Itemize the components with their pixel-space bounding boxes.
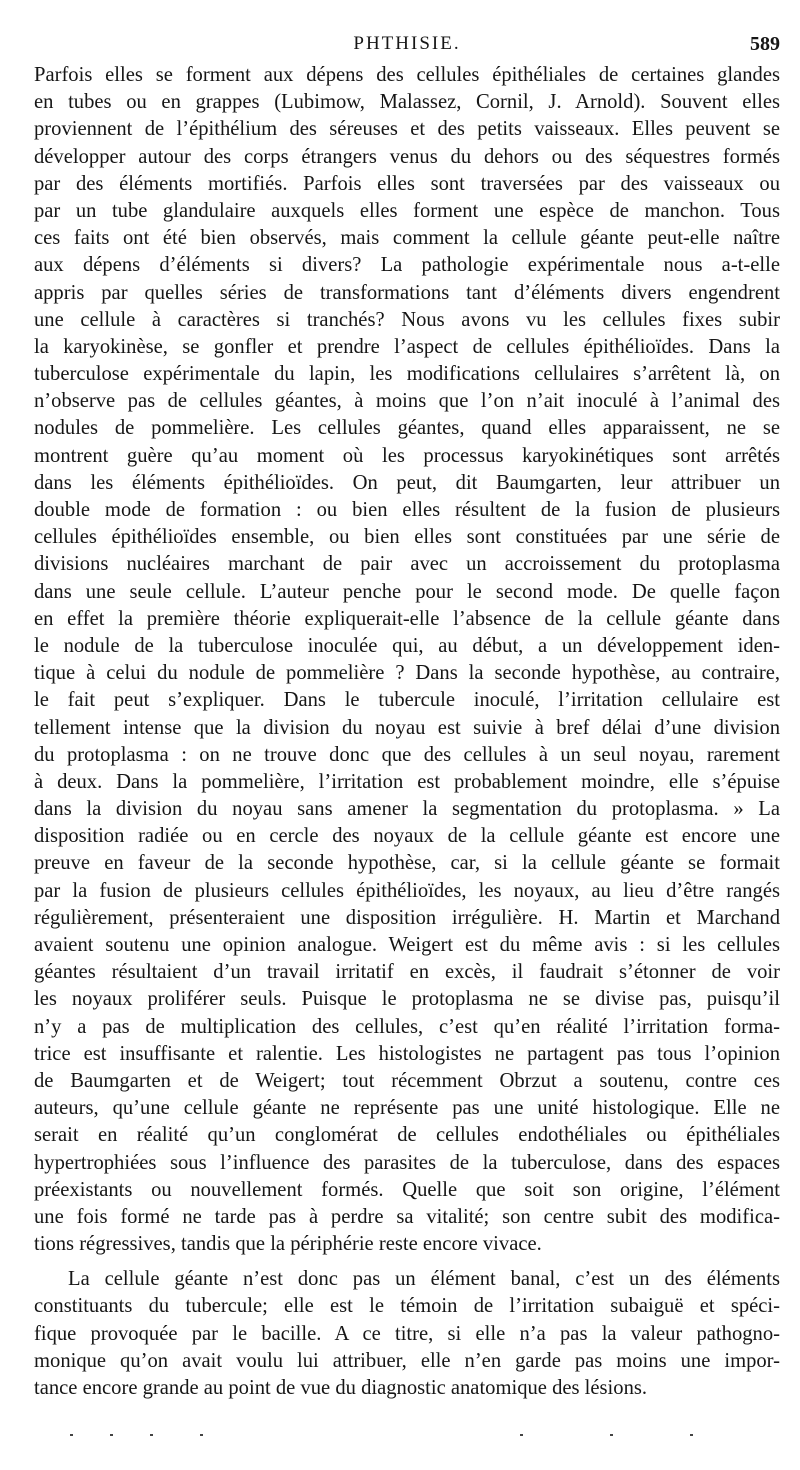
text-line: développer autour des corps étrangers venus du dehors ou des séquestres formés xyxy=(34,145,780,168)
page-bottom-specks xyxy=(0,1432,800,1440)
text-line: les noyaux proliférer seuls. Puisque le protoplasma ne se divise pas, puisqu’il xyxy=(34,988,780,1011)
text-line: tique à celui du nodule de pommelière ? Dans la seconde hypothèse, au contraire, xyxy=(34,662,780,685)
text-line: la karyokinèse, se gonfler et prendre l’aspect de cellules épithélioïdes. Dans la xyxy=(34,335,780,358)
speck xyxy=(110,1434,113,1436)
running-title: PHTHISIE. xyxy=(353,33,461,54)
text-line: avaient soutenu une opinion analogue. Weigert est du même avis : si les cellules xyxy=(34,934,780,956)
text-line: le fait peut s’expliquer. Dans le tubercule inoculé, l’irritation cellulaire est xyxy=(34,689,780,712)
text-line: fique provoquée par le bacille. A ce titre, si elle n’a pas la valeur pathogno- xyxy=(34,1322,780,1345)
text-line: par des éléments mortifiés. Parfois elles sont traversées par des vaisseaux ou xyxy=(34,172,780,195)
text-line: constituants du tubercule; elle est le témoin de l’irritation subaiguë et spéci- xyxy=(34,1295,780,1318)
paragraph-2 xyxy=(34,1266,780,1402)
text-line: montrent guère qu’au moment où les processus karyokinétiques sont arrêtés xyxy=(34,444,780,467)
text-line: préexistants ou nouvellement formés. Quelle que soit son origine, l’élément xyxy=(34,1178,780,1201)
text-line: ces faits ont été bien observés, mais comment la cellule géante peut-elle naître xyxy=(34,227,780,250)
text-line: dans les éléments épithélioïdes. On peut, dit Baumgarten, leur attribuer un xyxy=(34,471,780,494)
text-line: le nodule de la tuberculose inoculée qui, au début, a un développement iden- xyxy=(34,634,780,657)
text-line: disposition radiée ou en cercle des noyaux de la cellule géante est encore une xyxy=(34,825,780,848)
text-line: par la fusion de plusieurs cellules épithélioïdes, les noyaux, au lieu d’être rangés xyxy=(34,879,780,902)
text-line: une cellule à caractères si tranchés? Nous avons vu les cellules fixes subir xyxy=(34,308,780,331)
text-line: nodules de pommelière. Les cellules géantes, quand elles apparaissent, ne se xyxy=(34,417,780,440)
text-line: en tubes ou en grappes (Lubimow, Malassez, Cornil, J. Arnold). Souvent elles xyxy=(34,91,780,114)
text-line: à deux. Dans la pommelière, l’irritation est probablement moindre, elle s’épuise xyxy=(34,770,780,793)
text-line: aux dépens d’éléments si divers? La pathologie expérimentale nous a-t-elle xyxy=(34,254,780,277)
page-number: 589 xyxy=(750,33,780,55)
body-text xyxy=(34,62,780,1402)
running-head xyxy=(34,30,780,60)
speck xyxy=(200,1434,203,1436)
text-line: une fois formé ne tarde pas à perdre sa vitalité; son centre subit des modifica- xyxy=(34,1205,780,1228)
text-line: proviennent de l’épithélium des séreuses et des petits vaisseaux. Elles peuvent se xyxy=(34,118,780,141)
text-line: de Baumgarten et de Weigert; tout récemment Obrzut a soutenu, contre ces xyxy=(34,1069,780,1092)
text-line: tions régressives, tandis que la périphérie reste encore vivace. xyxy=(34,1233,542,1256)
text-line: en effet la première théorie expliquerait-elle l’absence de la cellule géante dans xyxy=(34,607,780,630)
text-line: tellement intense que la division du noyau est suivie à bref délai d’une division xyxy=(34,716,780,739)
text-line: n’y a pas de multiplication des cellules, c’est qu’en réalité l’irritation forma- xyxy=(34,1015,780,1038)
text-line: appris par quelles séries de transformations tant d’éléments divers engendrent xyxy=(34,281,780,304)
text-line: tuberculose expérimentale du lapin, les modifications cellulaires s’arrêtent là, on xyxy=(34,363,780,386)
speck xyxy=(520,1434,523,1436)
text-line: trice est insuffisante et ralentie. Les histologistes ne partagent pas tous l’opinion xyxy=(34,1042,780,1065)
text-line: hypertrophiées sous l’influence des parasites de la tuberculose, dans des espaces xyxy=(34,1151,780,1174)
speck xyxy=(610,1434,613,1436)
text-line: divisions nucléaires marchant de pair avec un accroissement du protoplasma xyxy=(34,553,780,576)
speck xyxy=(150,1434,153,1436)
text-line: géantes résultaient d’un travail irritatif en excès, il faudrait s’étonner de voir xyxy=(34,961,780,984)
text-line: cellules épithélioïdes ensemble, ou bien elles sont constituées par une série de xyxy=(34,526,780,549)
text-line: auteurs, qu’une cellule géante ne représente pas une unité histologique. Elle ne xyxy=(34,1097,780,1120)
text-line: n’observe pas de cellules géantes, à moins que l’on n’ait inoculé à l’animal des xyxy=(34,390,780,413)
text-line: régulièrement, présenteraient une disposition irrégulière. H. Martin et Marchand xyxy=(34,906,780,929)
text-line: double mode de formation : ou bien elles résultent de la fusion de plusieurs xyxy=(34,499,780,521)
text-line: Parfois elles se forment aux dépens des cellules épithéliales de certaines glandes xyxy=(34,64,780,86)
text-line: dans la division du noyau sans amener la segmentation du protoplasma. » La xyxy=(34,798,780,821)
text-line: par un tube glandulaire auxquels elles forment une espèce de manchon. Tous xyxy=(34,199,780,222)
text-line: tance encore grande au point de vue du diagnostic anatomique des lésions. xyxy=(34,1377,648,1399)
text-line: serait en réalité qu’un conglomérat de cellules endothéliales ou épithéliales xyxy=(34,1124,780,1147)
paragraph-gap xyxy=(34,1258,780,1266)
speck xyxy=(70,1434,73,1436)
text-line: monique qu’on avait voulu lui attribuer, elle n’en garde pas moins une impor- xyxy=(34,1349,780,1372)
text-line: La cellule géante n’est donc pas un élément banal, c’est un des éléments xyxy=(68,1268,780,1291)
text-line: du protoplasma : on ne trouve donc que des cellules à un seul noyau, rarement xyxy=(34,743,780,766)
text-line: preuve en faveur de la seconde hypothèse, car, si la cellule géante se formait xyxy=(34,852,780,875)
paragraph-1 xyxy=(34,62,780,1258)
text-line: dans une seule cellule. L’auteur penche pour le second mode. De quelle façon xyxy=(34,580,780,603)
speck xyxy=(690,1434,693,1436)
